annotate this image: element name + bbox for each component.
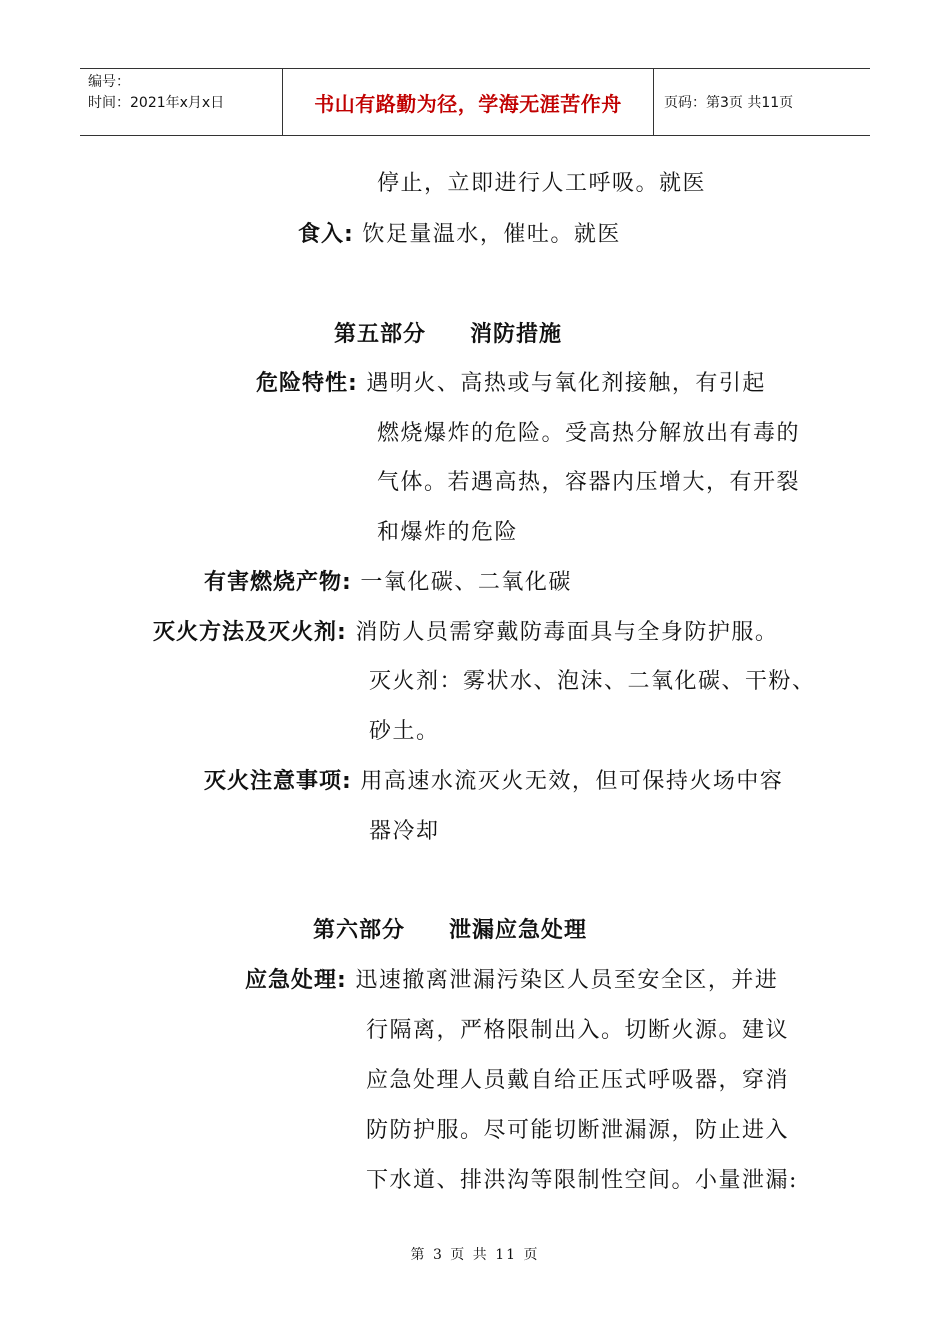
document-date: 时间：2021年x月x日	[88, 95, 225, 111]
field-label-combustion: 有害燃烧产物:	[204, 570, 352, 595]
text-line: 砂土。	[369, 719, 440, 744]
text-line: 防防护服。尽可能切断泄漏源，防止进入	[366, 1118, 790, 1143]
text-line: 和爆炸的危险	[377, 520, 519, 545]
section-title: 泄漏应急处理	[449, 918, 588, 943]
text-line	[298, 220, 621, 250]
text-line	[153, 618, 778, 648]
field-label-emergency: 应急处理:	[245, 968, 347, 993]
document-number: 编号：	[88, 74, 130, 90]
section-heading-6	[313, 916, 587, 946]
text-line	[204, 568, 572, 598]
section-number: 第五部分	[334, 322, 427, 347]
text-line: 行隔离，严格限制出入。切断火源。建议	[366, 1018, 790, 1043]
text-line	[256, 369, 766, 399]
section-title: 消防措施	[470, 322, 563, 347]
header-meta	[80, 69, 282, 135]
text-line	[245, 966, 778, 996]
header-page-info: 页码：第3页 共11页	[664, 95, 794, 111]
text-line: 燃烧爆炸的危险。受高热分解放出有毒的	[377, 421, 801, 446]
section-heading-5	[334, 320, 562, 350]
page-header	[80, 68, 870, 136]
text-line: 器冷却	[369, 819, 440, 844]
field-label-hazard: 危险特性:	[256, 371, 358, 396]
section-number: 第六部分	[313, 918, 406, 943]
field-value: 用高速水流灭火无效，但可保持火场中容	[360, 769, 784, 794]
text-line: 应急处理人员戴自给正压式呼吸器，穿消	[366, 1068, 790, 1093]
field-label-precautions: 灭火注意事项:	[204, 769, 352, 794]
text-line: 灭火剂：雾状水、泡沫、二氧化碳、干粉、	[369, 669, 816, 694]
field-value: 消防人员需穿戴防毒面具与全身防护服。	[355, 620, 779, 645]
text-line: 停止，立即进行人工呼吸。就医	[377, 171, 707, 196]
page-footer: 第 3 页 共 11 页	[410, 1247, 540, 1263]
field-value: 迅速撤离泄漏污染区人员至安全区，并进	[355, 968, 779, 993]
field-value: 一氧化碳、二氧化碳	[360, 570, 572, 595]
field-value: 饮足量温水，催吐。就医	[362, 222, 621, 247]
field-value: 遇明火、高热或与氧化剂接触，有引起	[366, 371, 766, 396]
field-label-extinguish: 灭火方法及灭火剂:	[153, 620, 347, 645]
field-label-ingestion: 食入:	[298, 222, 354, 247]
header-motto: 书山有路勤为径，学海无涯苦作舟	[282, 69, 654, 135]
text-line: 下水道、排洪沟等限制性空间。小量泄漏:	[366, 1168, 798, 1193]
text-line: 气体。若遇高热，容器内压增大，有开裂	[377, 470, 801, 495]
text-line	[204, 767, 783, 797]
